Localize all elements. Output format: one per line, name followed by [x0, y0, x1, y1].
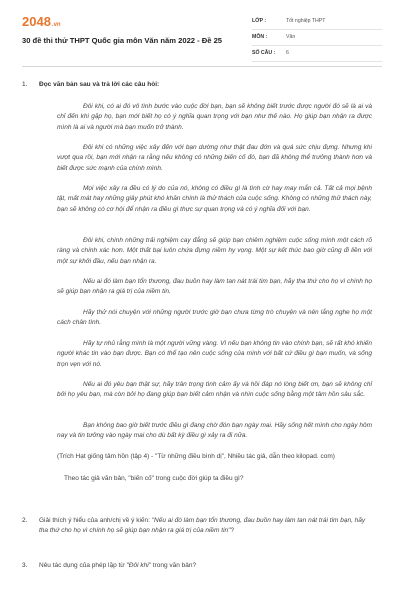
passage-paragraph: Đôi khi, chính những trải nghiệm cay đắng sẽ giúp bạn chiêm nghiệm cuộc sống mình một cách rõ ràng và chính xác hơn. Một thất bại luôn chứa đựng niềm hy vọng. Một sự kết thúc bao giờ cũng đi liền với một sự khởi đầu, nếu bạn nhận ra. [57, 237, 372, 265]
question-number-1: 1. [22, 81, 28, 88]
meta-row-lop [252, 14, 382, 30]
meta-value-socau: 6 [286, 50, 289, 56]
question-3-quote: "Đôi khi" [126, 562, 151, 569]
question-2-prefix: Giải thích ý hiểu của anh/chị về ý kiến: [39, 517, 152, 524]
meta-label-socau: SỐ CÂU : [252, 50, 276, 56]
question-number-2: 2. [22, 517, 28, 524]
header [22, 14, 382, 62]
passage-paragraph: Hãy thử nói chuyện với những người trước giờ bạn chưa từng trò chuyện và nên lắng nghe họ một cách chân tình. [57, 309, 372, 327]
meta-label-mon: MÔN : [252, 34, 268, 40]
passage-paragraph: Đôi khi, có ai đó vô tình bước vào cuộc đời bạn, bạn sẽ không biết trước được người đó sẽ là ai và chỉ đến khi gặp họ, bạn mới biết họ có ý nghĩa quan trọng với bạn như thế nào. Họ giúp bạn nhận ra được mình là ai và người mà bạn muốn trở thành. [57, 103, 372, 131]
passage-paragraph: Mọi việc xảy ra đều có lý do của nó, không có điều gì là tình cờ hay may mắn cả. Tất cả mọi bệnh tật, mất mát hay những giây phút khó khăn chính là thử thách của cuộc sống. Không có những thử thách này, bạn sẽ không có cơ hội để nhận ra điều gì thực sự quan trọng và có ý nghĩa đối với bạn. [57, 185, 372, 213]
passage-paragraph: Nếu ai đó yêu bạn thật sự, hãy trân trọng tình cảm ấy và hồi đáp nó lòng biết ơn, bạn sẽ không chỉ bởi họ yêu bạn, mà còn bởi họ đang giúp bạn biết cảm nhận và nhìn cuộc sống bằng một tâm hồn sâu sắc. [57, 381, 372, 399]
passage-paragraph: Bạn không bao giờ biết trước điều gì đang chờ đón bạn ngày mai. Hãy sống hết mình cho ngày hôm nay và tin tưởng vào ngày mai cho dù bất kỳ điều gì xảy ra đi nữa. [57, 422, 372, 440]
meta-value-mon: Văn [286, 34, 296, 40]
meta-table [252, 14, 382, 62]
question-3-suffix: trong văn bản? [150, 562, 197, 569]
question-2-quote: "Nếu ai đó làm bạn tổn thương, đau buồn hay làm tan nát trái tim bạn, hãy tha thứ cho họ vì chính họ sẽ giúp bạn nhận ra giá trị của niềm tin" [39, 517, 366, 535]
passage-paragraph: Hãy tự nhủ rằng mình là một người vững vàng. Vì nếu bạn không tin vào chính bạn, sẽ rất khó khiến người khác tin vào bạn được. Bạn có thể tạo nên cuộc sống của mình với bất cứ điều gì bạn muốn, và sống trọn vẹn với nó. [57, 340, 372, 368]
question-number-3: 3. [22, 562, 28, 569]
site-logo[interactable] [22, 14, 61, 29]
meta-label-lop: LỚP : [252, 18, 267, 24]
meta-value-lop: Tốt nghiệp THPT [286, 18, 326, 24]
question-1-prompt: Theo tác giả văn bản, "biến cố" trong cuộc đời giúp ta điều gì? [64, 475, 244, 482]
question-3-text [39, 561, 369, 571]
logo-suffix: .vn [51, 22, 61, 28]
question-2-text [39, 516, 369, 537]
meta-row-socau [252, 46, 382, 62]
logo-text: 2048 [22, 14, 51, 29]
header-divider [22, 66, 382, 67]
question-1-title: Đọc văn bản sau và trả lời các câu hỏi: [39, 81, 160, 88]
passage-paragraph: Đôi khi có những việc xảy đến với bạn dường như thật đau đớn và quá sức chịu đựng. Nhưng khi vượt qua rồi, bạn mới nhận ra rằng nếu không có những biến cố đó, bạn đã không thể trưởng thành hơn và biết được sức mạnh của chính mình. [57, 144, 372, 172]
meta-row-mon [252, 30, 382, 46]
question-2-suffix: ? [230, 527, 235, 535]
doc-title: 30 đề thi thử THPT Quốc gia môn Văn năm 2022 - Đề 25 [22, 36, 223, 45]
passage-citation: (Trích Hạt giống tâm hồn (tập 4) - "Từ những điều bình dị", Nhiều tác giả, dẫn theo kilopad. com) [57, 453, 335, 460]
question-3-prefix: Nêu tác dụng của phép lặp từ [39, 562, 127, 569]
passage-paragraph: Nếu ai đó làm bạn tổn thương, đau buồn hay làm tan nát trái tim bạn, hãy tha thứ cho họ vì chính họ sẽ giúp bạn nhận ra giá trị của niềm tin. [57, 278, 372, 296]
